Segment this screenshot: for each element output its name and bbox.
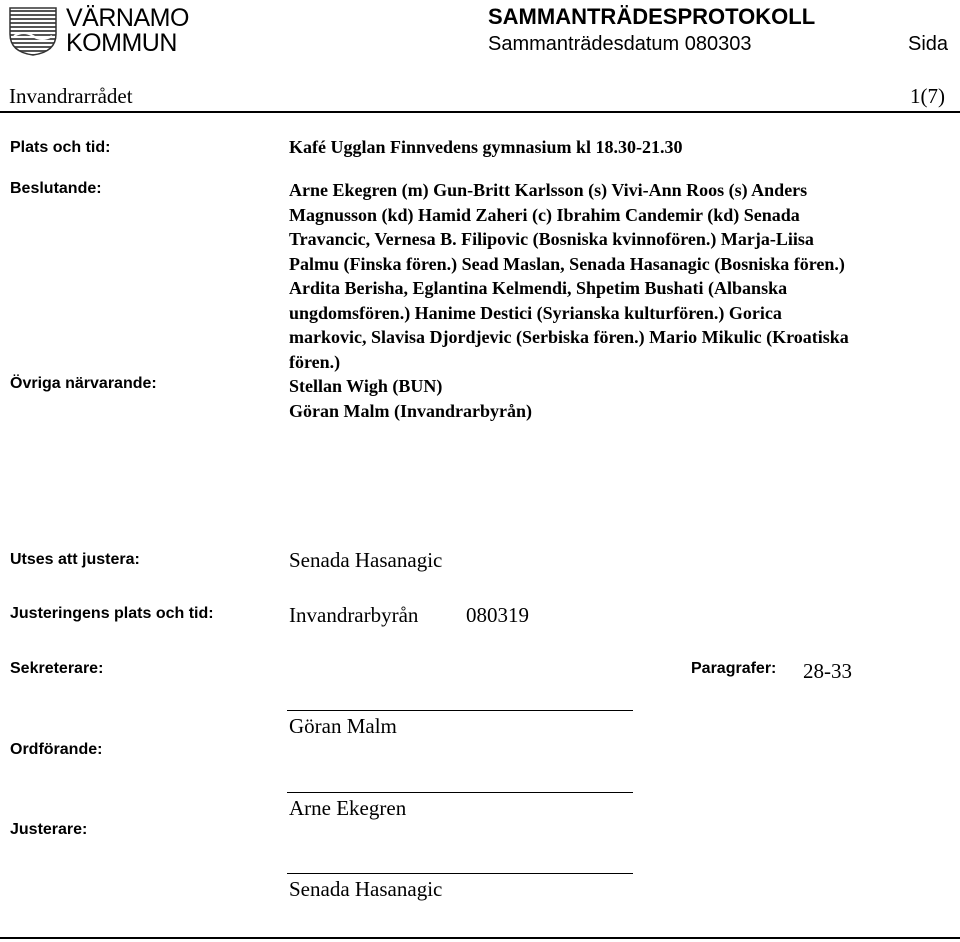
municipality-logo-text <box>66 6 189 56</box>
place-time-label: Plats och tid: <box>10 139 111 156</box>
header-divider <box>0 111 960 113</box>
chair-signature-line <box>287 792 633 793</box>
paragraphs-label: Paragrafer: <box>691 660 777 677</box>
decision-makers-line: Arne Ekegren (m) Gun-Britt Karlsson (s) Vivi-Ann Roos (s) Anders <box>289 180 808 200</box>
logo-line-1: VÄRNAMO <box>66 4 189 32</box>
decision-makers-line: Travancic, Vernesa B. Filipovic (Bosniska kvinnofören.) Marja-Liisa <box>289 229 814 249</box>
decision-makers-label: Beslutande: <box>10 180 102 197</box>
meeting-date: Sammanträdesdatum 080303 <box>488 33 752 55</box>
decision-makers-list <box>289 178 939 374</box>
decision-makers-line: ungdomsfören.) Hanime Destici (Syrianska kulturfören.) Gorica <box>289 302 782 323</box>
decision-makers-line: markovic, Slavisa Djordjevic (Serbiska fören.) Mario Mikulic (Kroatiska <box>289 327 849 347</box>
adjustment-place-value: Invandrarbyrån <box>289 603 419 627</box>
page-count: 1(7) <box>910 84 945 108</box>
others-present-line: Stellan Wigh (BUN) <box>289 376 443 396</box>
footer-divider <box>0 937 960 939</box>
adjuster-label: Justerare: <box>10 821 88 838</box>
decision-makers-line: Ardita Berisha, Eglantina Kelmendi, Shpetim Bushati (Albanska <box>289 278 788 298</box>
others-present-label: Övriga närvarande: <box>10 375 157 392</box>
organisation-unit: Invandrarrådet <box>9 84 133 108</box>
document-title: SAMMANTRÄDESPROTOKOLL <box>488 4 816 29</box>
appointed-adjuster-label: Utses att justera: <box>10 551 140 568</box>
adjustment-place-time-label: Justeringens plats och tid: <box>10 605 214 622</box>
others-present-list <box>289 374 532 424</box>
decision-makers-line: fören.) <box>289 351 341 372</box>
decision-makers-line: Magnusson (kd) Hamid Zaheri (c) Ibrahim Candemir (kd) Senada <box>289 204 800 225</box>
adjustment-date-value: 080319 <box>466 603 529 627</box>
secretary-signature-name: Göran Malm <box>289 714 397 738</box>
municipality-emblem-icon <box>8 6 58 56</box>
chair-label: Ordförande: <box>10 741 103 758</box>
page-label: Sida <box>908 33 949 55</box>
secretary-signature-line <box>287 710 633 711</box>
adjuster-signature-line <box>287 873 633 874</box>
others-present-line: Göran Malm (Invandrarbyrån) <box>289 401 532 421</box>
secretary-label: Sekreterare: <box>10 660 104 677</box>
logo-line-2: KOMMUN <box>66 29 177 57</box>
place-time-value: Kafé Ugglan Finnvedens gymnasium kl 18.30-21.30 <box>289 137 683 157</box>
appointed-adjuster-value: Senada Hasanagic <box>289 548 443 572</box>
chair-signature-name: Arne Ekegren <box>289 796 407 820</box>
adjuster-signature-name: Senada Hasanagic <box>289 877 443 901</box>
decision-makers-line: Palmu (Finska fören.) Sead Maslan, Senada Hasanagic (Bosniska fören.) <box>289 253 845 274</box>
paragraphs-value: 28-33 <box>803 659 852 683</box>
